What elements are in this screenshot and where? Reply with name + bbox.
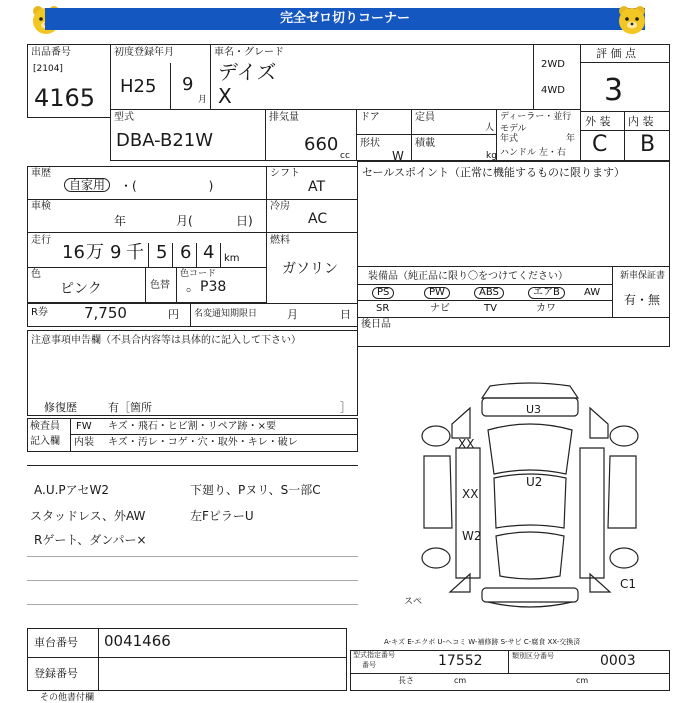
door-label: ドア [360,112,380,123]
dealer-line3: 年式 [500,134,519,144]
divider [190,304,191,326]
equip-leather: カワ [536,303,556,314]
recycle-label: R券 [31,307,48,318]
divider [27,556,358,557]
fuel-value: ガソリン [282,261,338,277]
divider [176,268,177,302]
diagram-mark-u2: U2 [526,475,543,489]
lot-number: 4165 [34,84,96,112]
recycle-value: 7,750 [84,304,127,322]
model-spec-label1: 型式指定番号 [353,651,395,659]
divider [624,112,625,160]
vehicle-grade: X [218,84,232,108]
shift-label: シフト [270,168,300,179]
reg-number-label: 登録番号 [34,667,78,680]
inspector-fw-items: キズ・飛石・ヒビ割・リペア跡・×要 [108,421,276,432]
inspection-year: 年 [114,214,127,228]
color-label: 色 [31,269,41,280]
divider [581,62,669,63]
class-value: 0003 [600,653,636,669]
footer-label: その他書付欄 [40,693,95,703]
history-label: 車歴 [31,168,51,179]
divider [98,658,99,690]
lot-label: 出品番号 [31,47,71,58]
divider [148,243,149,267]
deadline-month: 月 [287,308,298,321]
load-label: 積載 [415,138,435,149]
dealer-line4: ハンドル 左・右 [500,148,566,158]
diagram-mark-xx-door: XX [462,487,479,501]
model-spec-value: 17552 [438,653,483,669]
divider [172,243,173,267]
warranty-value: 有・無 [624,293,661,307]
divider [357,134,411,135]
vehicle-name: デイズ [218,60,277,84]
sales-point-label: セールスポイント（正常に機能するものに限ります） [362,166,626,179]
equip-navi: ナビ [430,303,450,314]
notes-label: 注意事項申告欄（不具合内容等は具体的に記入して下さい） [31,335,301,346]
inspector-label2: 記入欄 [30,436,60,447]
registration-label: 初度登録年月 [114,47,174,58]
warranty-label: 新車保証書 [620,271,666,281]
rating-score: 3 [604,73,624,108]
inspection-day: 日) [236,214,253,228]
ac-label: 冷房 [270,201,290,212]
capacity-unit: 人 [485,123,495,133]
divider [27,465,358,466]
color-change-label: 色替 [150,280,170,291]
divider [508,651,509,673]
legend: A-キズ E-エクボ U-ヘコミ W-補修跡 S-サビ C-腐食 XX-交換済 [384,638,581,646]
color-value: ピンク [60,281,102,297]
remark-right-1: 下廻り、Pヌリ、S一部C [190,483,321,497]
divider [145,268,146,302]
divider [196,243,197,267]
dim-length: 長さ [398,676,414,685]
inspector-in-items: キズ・汚レ・コゲ・穴・取外・キレ・破レ [108,437,298,448]
int-score: B [640,132,656,157]
equip-aw: AW [584,287,601,298]
displacement-value: 660 [304,134,339,155]
divider [27,580,358,581]
recycle-unit: 円 [168,308,179,321]
inspection-box [27,199,267,233]
mileage-u2: 千 [126,242,144,263]
registration-unit: 月 [198,95,208,105]
history-rest: ・( ) [120,179,214,193]
diagram-mark-xx-front: XX [458,437,475,451]
lot-sub: [2104] [33,64,63,74]
class-label: 類別区分番号 [512,652,554,660]
equip-ps: PS [372,287,394,299]
equipment-label: 装備品（純正品に限り〇をつけてください） [368,271,568,282]
divider [27,604,358,605]
divider [358,284,612,285]
banner-title: 完全ゼロ切りコーナー [45,8,645,30]
remark-left-2: スタッドレス、外AW [30,509,146,523]
mileage-d1: 16 [62,242,85,263]
divider [170,63,171,109]
mileage-unit: km [224,253,240,264]
divider [412,134,496,135]
vehicle-label: 車名・グレード [214,47,284,58]
registration-year: H25 [120,76,157,97]
color-code-label: 色コード [180,269,217,279]
displacement-unit: cc [340,151,350,161]
displacement-label: 排気量 [269,112,299,123]
drive-box [533,44,581,110]
inspection-month: 月( [176,214,193,228]
rating-label: 評 価 点 [596,47,636,60]
load-unit: kg [486,151,497,161]
divider [612,267,613,317]
model-value: DBA-B21W [116,130,214,151]
mileage-u1: 万 [86,242,104,263]
repair-value: 有［箇所 [108,401,152,414]
equip-tv: TV [484,303,497,314]
ext-score: C [592,132,608,157]
repair-close: ］ [340,401,351,414]
ac-value: AC [308,211,328,227]
diagram-mark-c1: C1 [620,577,637,591]
equip-abs: ABS [474,287,504,299]
divider [358,300,612,301]
door-shape-label: 形状 [360,138,380,149]
history-value: 自家用 [64,178,110,192]
inspection-label: 車検 [31,201,51,212]
chassis-label: 車台番号 [34,636,78,649]
dealer-year-unit: 年 [566,134,576,144]
divider [71,434,357,435]
remark-left-3: Rゲート、ダンパー× [34,533,147,547]
inspector-label1: 検査員 [30,421,60,432]
divider [98,629,99,657]
diagram-mark-w2: W2 [462,529,482,543]
equip-airbag: エアB [528,287,565,299]
mileage-d5: 4 [203,242,215,263]
mileage-d3: 5 [156,242,168,263]
divider [581,130,669,131]
dealer-line2: モデル [500,124,527,134]
rear-box [357,317,670,347]
model-label: 型式 [114,112,134,123]
dim-length-unit: cm [454,676,467,685]
mileage-d4: 6 [180,242,192,263]
registration-month: 9 [182,74,194,95]
fuel-label: 燃料 [270,235,290,246]
model-spec-label2: 番号 [362,661,376,669]
inspector-fw: FW [76,421,92,432]
door-shape-value: W [392,149,404,163]
capacity-label: 定員 [415,112,435,123]
int-label: 内 装 [628,115,654,128]
drive-2wd: 2WD [541,59,565,70]
recycle-box [27,303,358,327]
mileage-d2: 9 [110,242,122,263]
ext-label: 外 装 [585,115,611,128]
remark-right-2: 左FピラーU [190,509,254,523]
diagram-mark-u3: U3 [526,403,542,416]
deadline-label: 名変通知期限日 [194,309,258,319]
deadline-day: 日 [340,308,351,321]
shift-value: AT [308,179,326,195]
remark-left-1: A.U.PアセW2 [34,483,110,497]
mileage-label: 走行 [31,235,51,246]
divider [70,419,71,451]
color-code-value: 。P38 [186,279,227,295]
diagram-front-label: スペ [404,597,423,607]
chassis-value: 0041466 [104,632,171,650]
inspector-interior: 内装 [74,437,94,448]
repair-label: 修復歴 [44,401,77,414]
drive-4wd: 4WD [541,85,565,96]
equip-pw: PW [424,287,450,299]
dealer-line1: ディーラー・並行 [500,112,572,122]
divider [220,243,221,267]
equip-sr: SR [376,303,390,314]
dim-total-unit: cm [576,676,589,685]
rear-label: 後日品 [361,319,391,330]
